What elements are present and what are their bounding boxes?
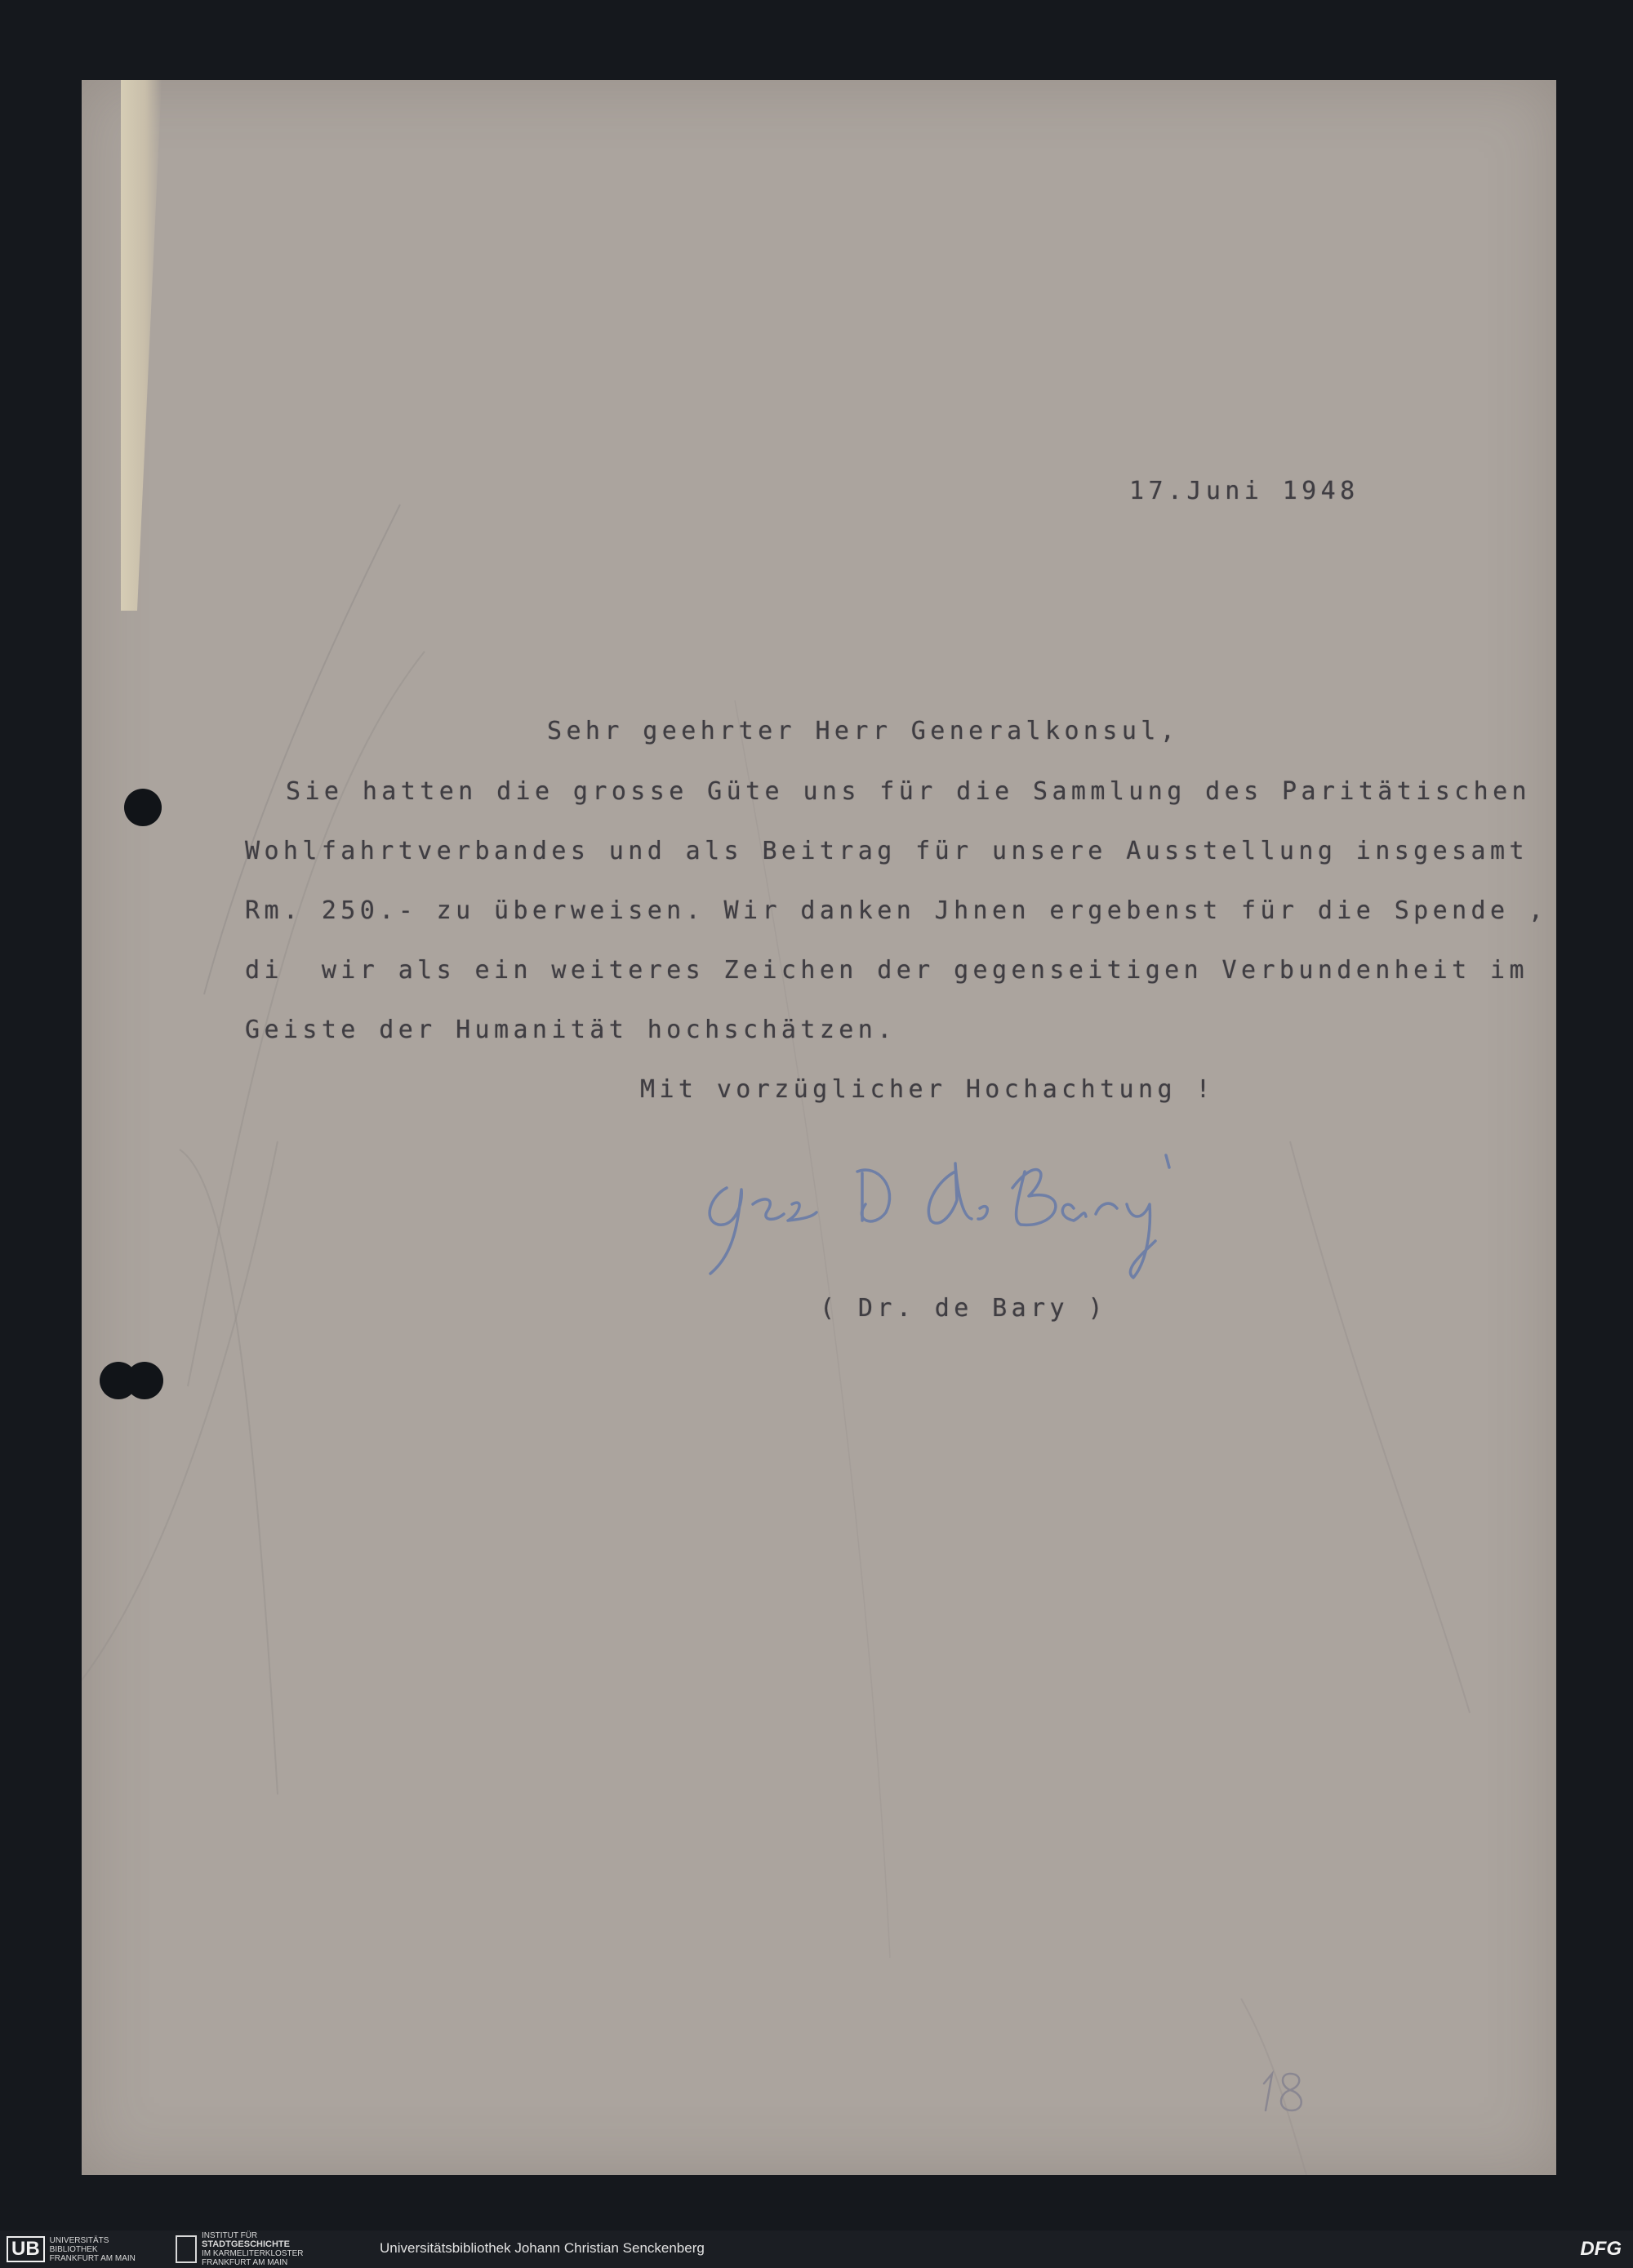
ub-logo-text — [50, 2236, 136, 2263]
letter-date: 17.Juni 1948 — [1129, 477, 1359, 505]
library-name: Universitätsbibliothek Johann Christian Senckenberg — [380, 2240, 705, 2256]
punch-hole-upper — [124, 789, 162, 826]
institute-logo-line: INSTITUT FÜR — [202, 2231, 258, 2240]
ub-logo-line: BIBLIOTHEK — [49, 2244, 98, 2254]
institute-logo-text — [202, 2231, 303, 2267]
dfg-logo: DFG — [1580, 2238, 1622, 2260]
punch-hole-lower-right — [126, 1362, 163, 1399]
ub-logo-line: FRANKFURT AM MAIN — [49, 2253, 136, 2263]
letter-paper — [82, 80, 1556, 2175]
signer-name: ( Dr. de Bary ) — [820, 1294, 1107, 1323]
institute-logo-line: IM KARMELITERKLOSTER — [202, 2249, 304, 2258]
ub-logo-mark: UB — [7, 2236, 45, 2262]
institute-logo-line: STADTGESCHICHTE — [202, 2239, 290, 2249]
handwritten-archive-number — [1257, 2066, 1323, 2115]
letter-salutation: Sehr geehrter Herr Generalkonsul, — [547, 717, 1180, 745]
body-line: Geiste der Humanität hochschätzen. — [245, 1016, 897, 1044]
letter-closing: Mit vorzüglicher Hochachtung ! — [640, 1075, 1215, 1104]
archive-footer-bar — [0, 2230, 1633, 2268]
body-line: di wir als ein weiteres Zeichen der gegenseitigen Verbundenheit im — [245, 956, 1528, 985]
handwritten-signature — [702, 1139, 1200, 1286]
institute-logo-mark — [176, 2235, 197, 2263]
body-line: Rm. 250.- zu überweisen. Wir danken Jhnen ergebenst für die Spende , — [245, 896, 1548, 925]
ub-logo-line: UNIVERSITÄTS — [49, 2235, 109, 2245]
body-line: Wohlfahrtverbandes und als Beitrag für unsere Ausstellung insgesamt — [245, 837, 1528, 865]
university-library-logo — [7, 2235, 136, 2263]
institute-logo-line: FRANKFURT AM MAIN — [202, 2258, 288, 2267]
paper-creases — [82, 80, 1556, 2175]
institute-logo — [176, 2231, 304, 2267]
body-line: Sie hatten die grosse Güte uns für die Sammlung des Paritätischen — [286, 777, 1531, 806]
